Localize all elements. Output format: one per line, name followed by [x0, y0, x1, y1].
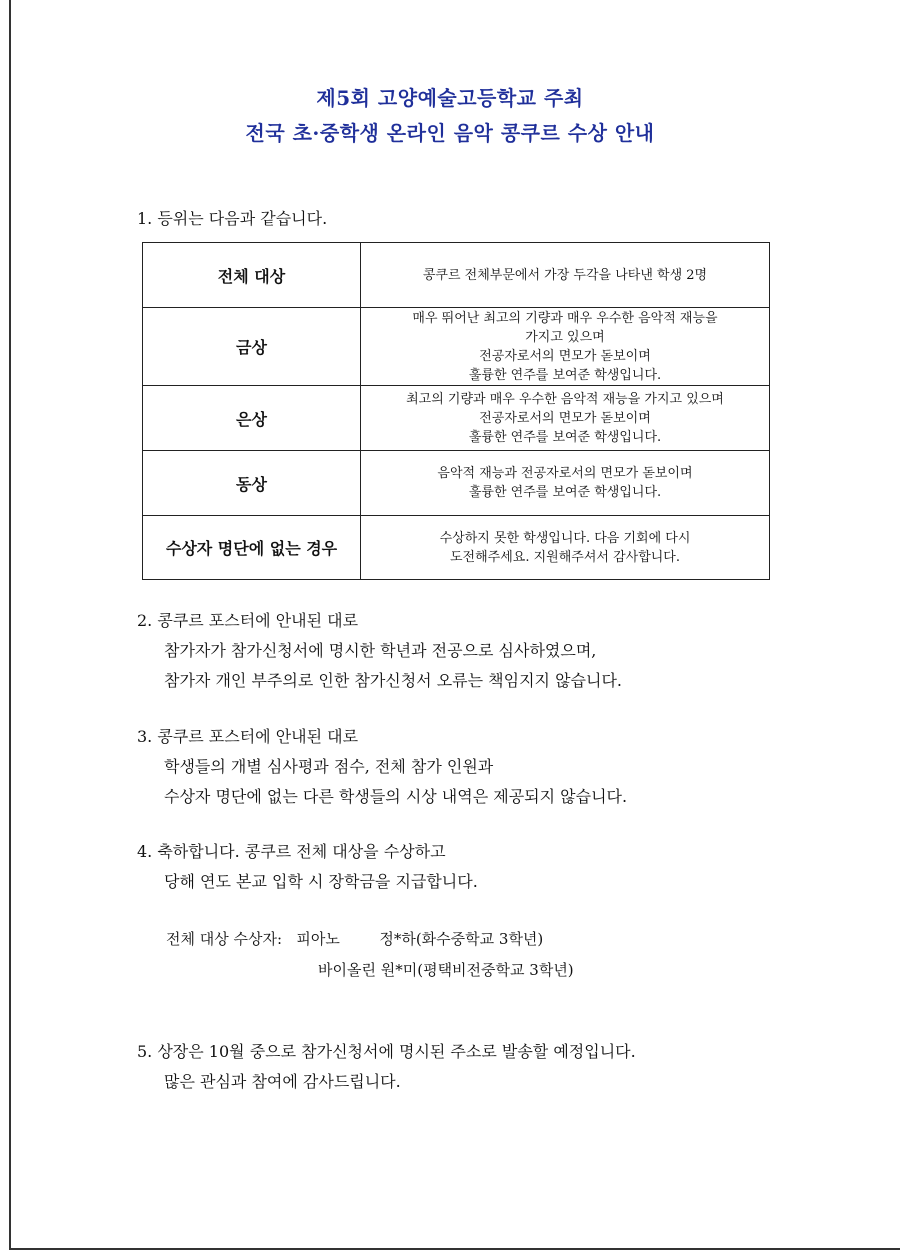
section-3-line-2: 학생들의 개별 심사평과 점수, 전체 참가 인원과 — [164, 757, 494, 776]
section-4-line-1: 4. 축하합니다. 콩쿠르 전체 대상을 수상하고 — [137, 842, 446, 861]
page-bottom-border — [9, 1248, 900, 1250]
winner-row — [166, 955, 574, 986]
description-line: 훌륭한 연주를 보여준 학생입니다. — [468, 367, 662, 383]
piano-instrument: 피아노 — [296, 930, 340, 948]
title-line-2: 전국 초·중학생 온라인 음악 콩쿠르 수상 안내 — [245, 121, 655, 145]
award-description — [361, 308, 770, 386]
description-line: 최고의 기량과 매우 우수한 음악적 재능을 가지고 있으며 — [406, 391, 724, 407]
title-line-1: 제5회 고양예술고등학교 주최 — [316, 86, 584, 110]
section-2-line-1: 2. 콩쿠르 포스터에 안내된 대로 — [137, 611, 359, 630]
awards-table — [142, 242, 770, 580]
section-3-line-1: 3. 콩쿠르 포스터에 안내된 대로 — [137, 727, 359, 746]
award-description — [361, 386, 770, 451]
section-3 — [137, 722, 627, 812]
award-name: 금상 — [143, 308, 361, 386]
table-row — [143, 451, 770, 516]
winner-row — [166, 924, 574, 955]
description-line: 훌륭한 연주를 보여준 학생입니다. — [468, 485, 662, 500]
description-line: 콩쿠르 전체부문에서 가장 두각을 나타낸 학생 2명 — [422, 267, 708, 283]
table-row — [143, 386, 770, 451]
section-2-line-3: 참가자 개인 부주의로 인한 참가신청서 오류는 책임지지 않습니다. — [164, 671, 623, 690]
section-2 — [137, 606, 622, 696]
section-4-line-2: 당해 연도 본교 입학 시 장학금을 지급합니다. — [164, 872, 478, 891]
table-row — [143, 308, 770, 386]
winners-label: 전체 대상 수상자: — [166, 930, 283, 948]
section-1-heading: 1. 등위는 다음과 같습니다. — [137, 209, 328, 228]
table-row — [143, 243, 770, 308]
winners-list — [166, 924, 574, 986]
section-5-line-1: 5. 상장은 10월 중으로 참가신청서에 명시된 주소로 발송할 예정입니다. — [137, 1042, 636, 1061]
description-line: 훌륭한 연주를 보여준 학생입니다. — [468, 429, 662, 445]
violin-winner: 원*미(평택비전중학교 3학년) — [380, 961, 574, 979]
section-4 — [137, 837, 478, 897]
award-name: 전체 대상 — [143, 243, 361, 308]
piano-winner: 정*하(화수중학교 3학년) — [379, 930, 544, 948]
description-line: 전공자로서의 면모가 돋보이며 — [479, 410, 651, 426]
section-5-line-2: 많은 관심과 참여에 감사드립니다. — [164, 1072, 401, 1091]
section-5 — [137, 1037, 636, 1097]
section-2-line-2: 참가자가 참가신청서에 명시한 학년과 전공으로 심사하였으며, — [164, 641, 597, 660]
page-left-border — [9, 0, 11, 1250]
description-line: 가지고 있으며 — [525, 329, 605, 345]
award-description — [361, 451, 770, 516]
description-line: 음악적 재능과 전공자로서의 면모가 돋보이며 — [437, 466, 693, 481]
section-3-line-3: 수상자 명단에 없는 다른 학생들의 시상 내역은 제공되지 않습니다. — [164, 787, 628, 806]
description-line: 전공자로서의 면모가 돋보이며 — [479, 348, 651, 364]
description-line: 매우 뛰어난 최고의 기량과 매우 우수한 음악적 재능을 — [412, 310, 718, 326]
award-name: 은상 — [143, 386, 361, 451]
award-description — [361, 516, 770, 580]
description-line: 수상하지 못한 학생입니다. 다음 기회에 다시 — [439, 530, 691, 546]
award-description — [361, 243, 770, 308]
award-name: 동상 — [143, 451, 361, 516]
award-name: 수상자 명단에 없는 경우 — [143, 516, 361, 580]
table-row — [143, 516, 770, 580]
description-line: 도전해주세요. 지원해주셔서 감사합니다. — [449, 549, 680, 565]
violin-instrument: 바이올린 — [318, 961, 376, 979]
section-1 — [137, 204, 327, 234]
